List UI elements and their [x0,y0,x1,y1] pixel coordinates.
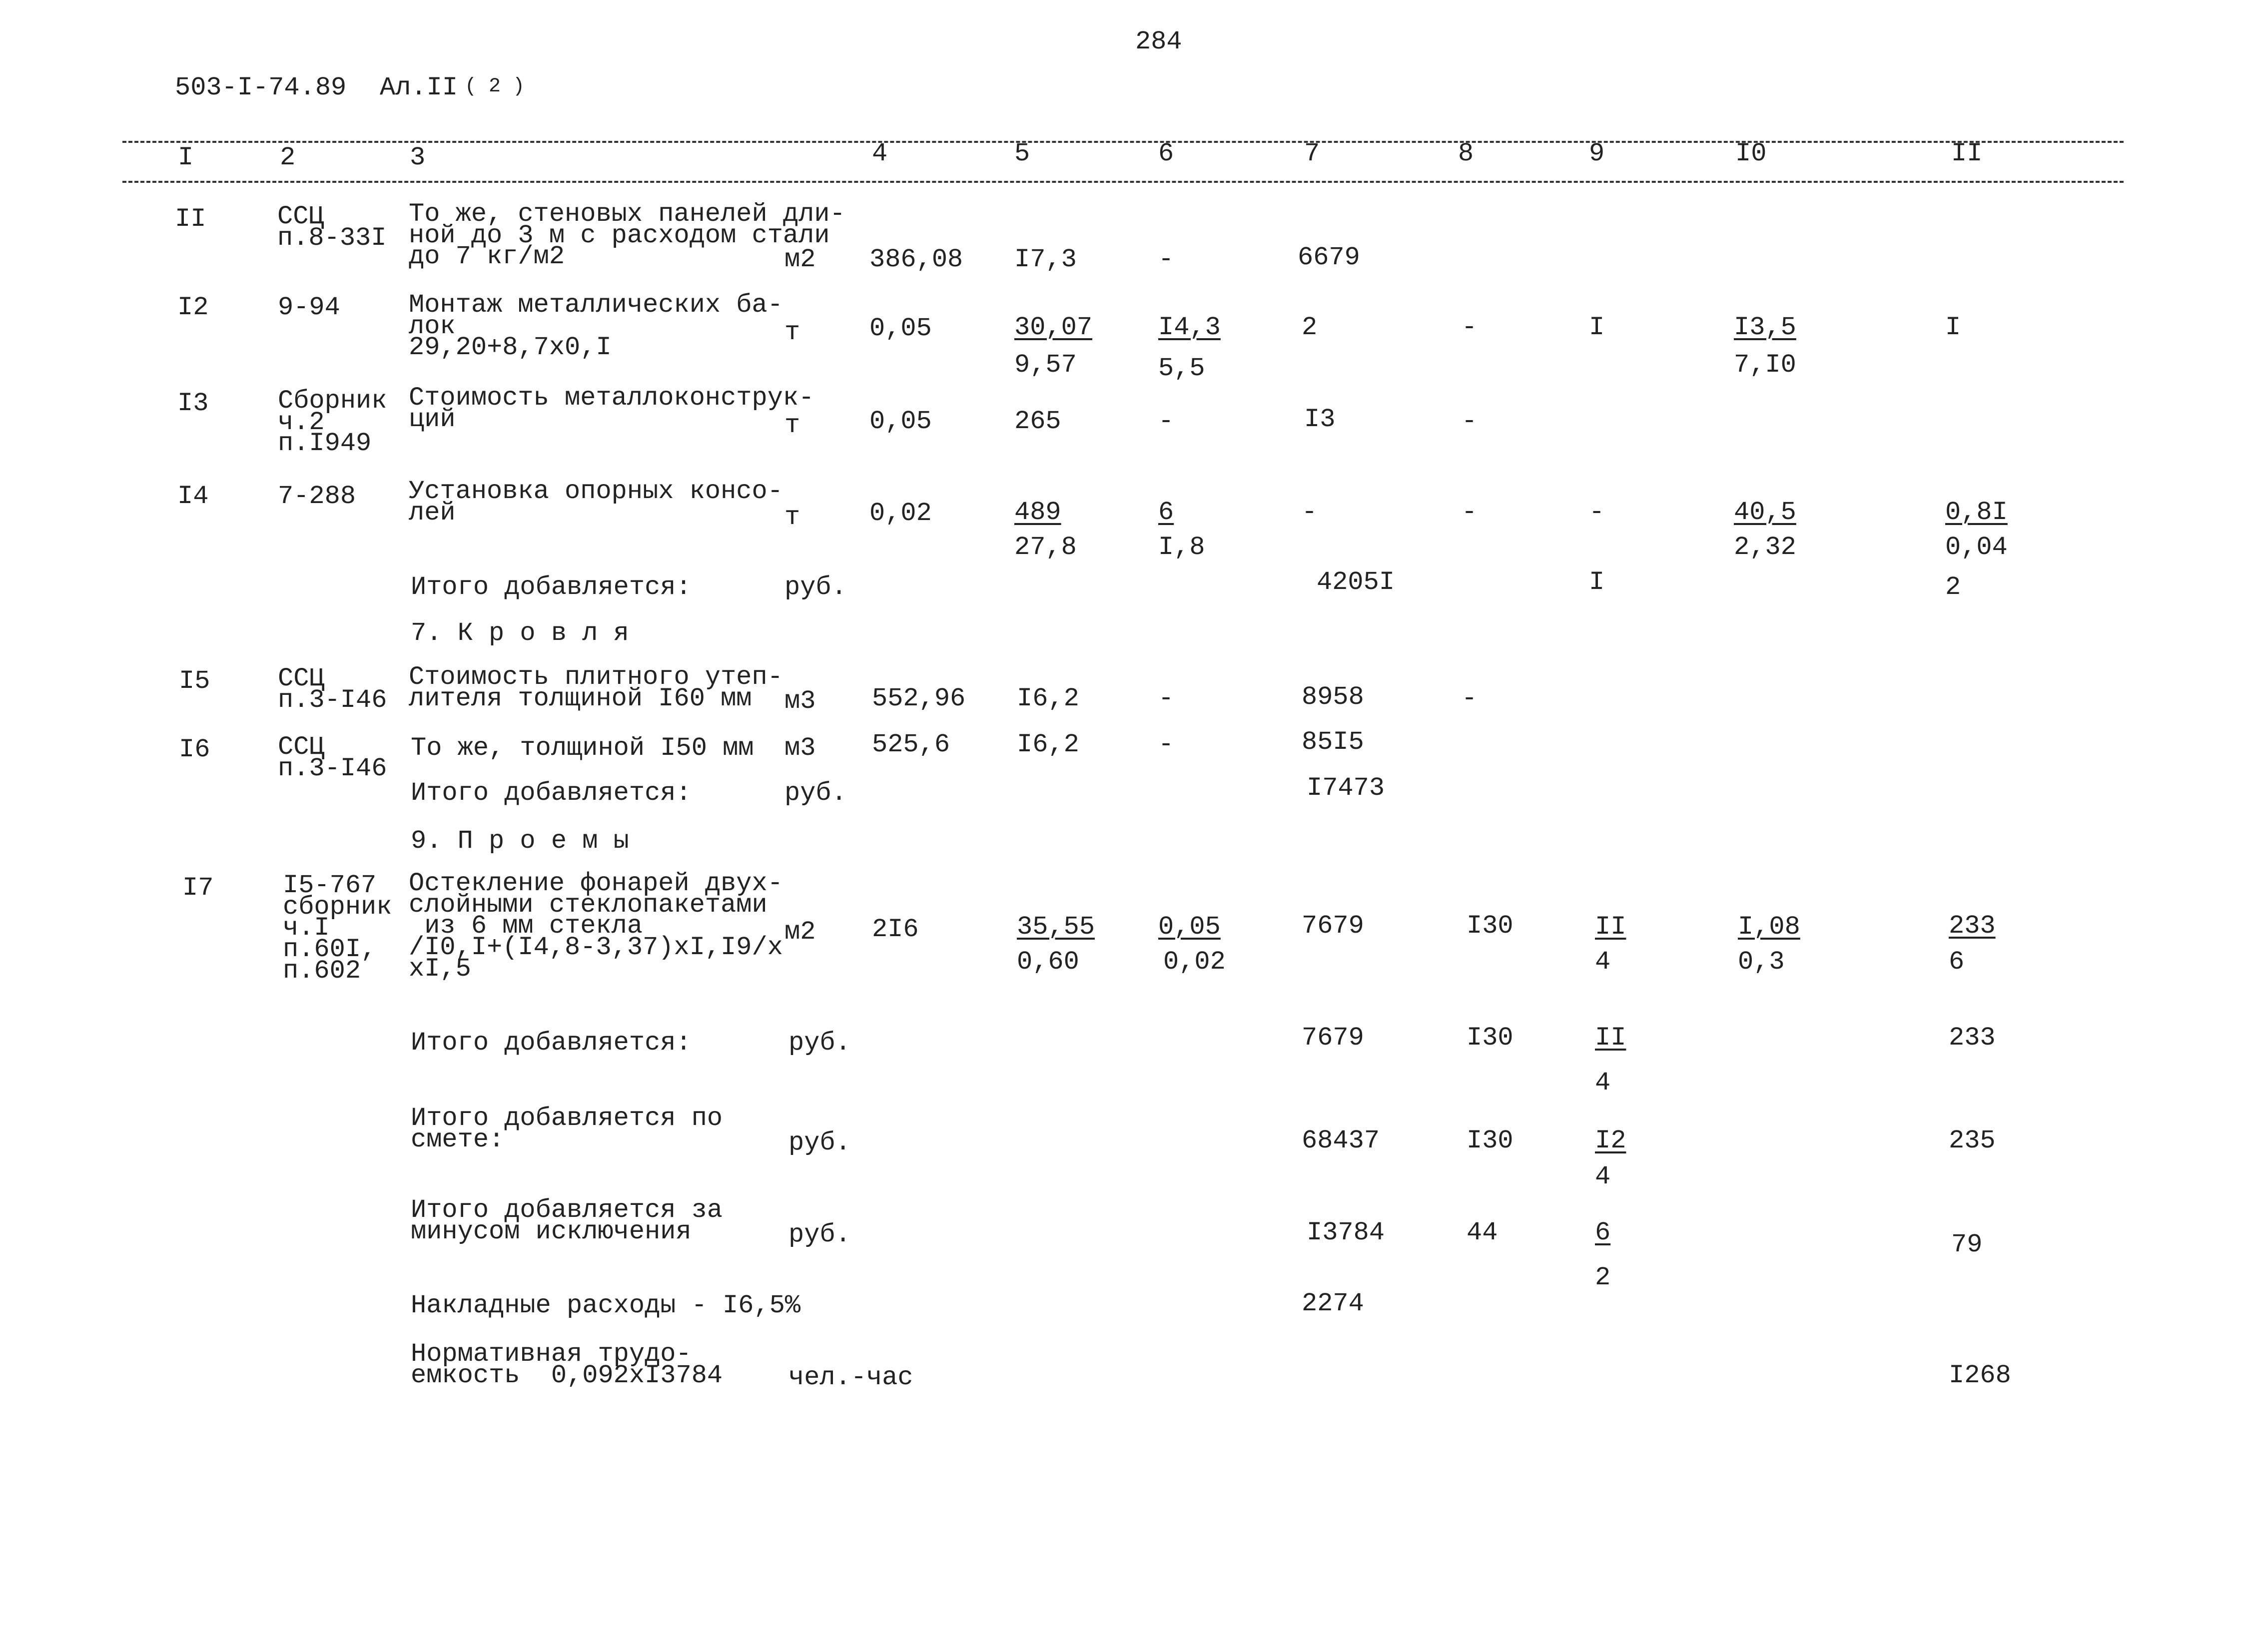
column-header-5: 5 [1014,139,1030,168]
row-17-col9-top: II [1595,912,1626,942]
net-total-col8: 44 [1467,1218,1498,1247]
row-17-code: I5-767 сборник ч.I п.60I, п.602 [283,871,392,986]
row-11-col5: I7,3 [1014,245,1077,274]
section-heading-roofing: 7. К р о в л я [411,618,629,648]
column-header-11: II [1951,139,1983,168]
net-total-unit: руб. [788,1220,851,1249]
row-16-quantity: 525,6 [872,730,950,759]
row-13-col7: I3 [1304,405,1336,434]
row-16-number: I6 [179,735,210,764]
column-header-4: 4 [872,139,888,168]
row-15-description: Стоимость плитного утеп- лителя толщиной I60 мм [409,662,783,713]
row-14-col5-top: 489 [1014,498,1061,527]
row-12-col10-bottom: 7,I0 [1734,350,1796,380]
row-12-col6-top: I4,3 [1158,313,1221,342]
row-11-number: II [175,204,206,234]
row-12-col11: I [1945,313,1961,342]
row-14-col10-bottom: 2,32 [1734,533,1796,562]
row-17-col6-top: 0,05 [1158,912,1221,942]
column-header-1: I [178,143,194,172]
row-11-col6: - [1158,245,1174,274]
subtotal-3-col9-bottom: 4 [1595,1068,1611,1098]
row-14-description: Установка опорных консо- лей [409,477,783,528]
subtotal-1-unit: руб. [784,572,847,602]
subtotal-1-col9: I [1589,567,1605,597]
row-13-quantity: 0,05 [869,407,932,436]
row-13-code: Сборник ч.2 п.I949 [278,386,387,459]
row-17-col5-top: 35,55 [1017,912,1095,942]
subtotal-1-col11: 2 [1945,572,1961,602]
net-total-col11: 79 [1951,1230,1983,1259]
row-17-col6-bottom: 0,02 [1163,947,1226,977]
row-15-col5: I6,2 [1017,684,1079,713]
row-14-col11-bottom: 0,04 [1945,533,2008,562]
row-14-col6-top: 6 [1158,498,1174,527]
row-17-col10-bottom: 0,3 [1738,947,1785,977]
row-16-col6: - [1158,730,1174,759]
subtotal-3-col11: 233 [1949,1023,1996,1053]
estimate-total-col8: I30 [1467,1126,1513,1155]
subtotal-3-col7: 7679 [1302,1023,1364,1053]
row-16-col7: 85I5 [1302,727,1364,757]
row-14-col7: - [1302,498,1318,527]
row-12-col5-top: 30,07 [1014,313,1093,342]
row-11-unit: м2 [784,245,816,274]
estimate-total-col9-top: I2 [1595,1126,1626,1155]
row-11-description: То же, стеновых панелей дли- ной до 3 м с расходом стали до 7 кг/м2 [409,199,845,272]
row-17-number: I7 [182,873,214,903]
column-header-10: I0 [1735,139,1767,168]
labor-intensity-unit: чел.-час [788,1363,913,1392]
column-header-6: 6 [1158,139,1174,168]
subtotal-1-label: Итого добавляется: [411,572,692,602]
column-header-2: 2 [280,143,296,172]
row-12-number: I2 [177,293,209,322]
column-header-7: 7 [1304,139,1320,168]
sheet-variant: ( 2 ) [465,75,525,98]
header-rule-bottom [122,181,2124,183]
row-14-number: I4 [177,482,209,511]
column-header-3: 3 [410,143,426,172]
row-15-number: I5 [179,666,210,696]
row-12-unit: т [784,318,800,347]
sheet-label: Ал.II [380,73,458,102]
row-14-col5-bottom: 27,8 [1014,533,1077,562]
overhead-col7: 2274 [1302,1289,1364,1318]
row-15-unit: м3 [784,686,816,716]
row-14-quantity: 0,02 [869,499,932,528]
subtotal-2-col7: I7473 [1307,773,1385,803]
subtotal-2-label: Итого добавляется: [411,778,692,808]
row-15-col7: 8958 [1302,682,1364,712]
row-15-code: ССЦ п.3-I46 [278,664,387,715]
subtotal-3-label: Итого добавляется: [411,1028,692,1058]
row-14-col9: - [1589,498,1605,527]
net-total-col9-bottom: 2 [1595,1263,1611,1292]
row-17-col11-bottom: 6 [1949,947,1965,977]
row-12-col9: I [1589,313,1605,342]
row-16-description: То же, толщиной I50 мм [411,733,754,763]
estimate-total-col7: 68437 [1302,1126,1380,1155]
subtotal-3-col9-top: II [1595,1023,1626,1053]
row-17-description: Остекление фонарей двух- слойными стеклопакетами из 6 мм стекла /I0,I+(I4,8-3,37)хI,I9/х хI,5 [409,869,783,984]
row-16-col5: I6,2 [1017,730,1079,759]
row-12-code: 9-94 [278,293,340,322]
row-11-code: ССЦ п.8-33I [277,202,387,253]
net-total-col7: I3784 [1307,1218,1385,1247]
column-header-9: 9 [1589,139,1605,168]
row-17-unit: м2 [784,917,816,947]
row-14-col11-top: 0,8I [1945,498,2008,527]
row-16-unit: м3 [784,733,816,763]
row-12-col5-bottom: 9,57 [1014,350,1077,380]
column-header-8: 8 [1458,139,1474,168]
labor-intensity-col11: I268 [1949,1361,2011,1390]
row-15-col8: - [1462,684,1478,713]
row-12-quantity: 0,05 [869,314,932,343]
row-15-col6: - [1158,684,1174,713]
row-12-col10-top: I3,5 [1734,313,1796,342]
estimate-total-col9-bottom: 4 [1595,1162,1611,1191]
row-11-quantity: 386,08 [869,245,963,274]
row-17-col7: 7679 [1302,911,1364,941]
estimate-total-label: Итого добавляется по смете: [411,1103,723,1154]
document-code: 503-I-74.89 [175,73,347,102]
row-17-col5-bottom: 0,60 [1017,947,1079,977]
page-number: 284 [1135,27,1182,56]
row-17-quantity: 2I6 [872,915,919,944]
row-15-quantity: 552,96 [872,684,966,713]
estimate-total-col11: 235 [1949,1126,1996,1155]
row-14-col6-bottom: I,8 [1158,533,1205,562]
row-13-description: Стоимость металлоконструк- ций [409,383,814,434]
section-heading-openings: 9. П р о е м ы [411,826,629,856]
row-11-col7: 6679 [1298,243,1360,272]
row-13-col6: - [1158,407,1174,436]
net-total-label: Итого добавляется за минусом исключения [411,1195,723,1246]
row-13-unit: т [784,411,800,440]
row-14-unit: т [784,503,800,532]
subtotal-2-unit: руб. [784,778,847,808]
estimate-total-unit: руб. [788,1128,851,1157]
row-12-col6-bottom: 5,5 [1158,354,1205,383]
subtotal-3-unit: руб. [788,1028,851,1058]
overhead-label: Накладные расходы - I6,5% [411,1291,801,1320]
row-14-col8: - [1462,498,1478,527]
labor-intensity-label: Нормативная трудо- емкость 0,092хI3784 [411,1339,723,1390]
row-16-code: ССЦ п.3-I46 [278,732,387,783]
row-17-col11-top: 233 [1949,911,1996,941]
row-17-col9-bottom: 4 [1595,947,1611,977]
row-12-description: Монтаж металлических ба- лок 29,20+8,7х0,I [409,290,783,363]
row-17-col8: I30 [1467,911,1513,941]
row-13-number: I3 [177,389,209,418]
row-12-col8: - [1462,313,1478,342]
row-14-col10-top: 40,5 [1734,498,1796,527]
row-12-col7: 2 [1302,313,1318,342]
subtotal-1-col7: 4205I [1317,567,1395,597]
row-13-col5: 265 [1014,407,1061,436]
net-total-col9-top: 6 [1595,1218,1611,1247]
row-13-col8: - [1462,407,1478,436]
row-14-code: 7-288 [278,482,356,511]
row-17-col10-top: I,08 [1738,912,1800,942]
subtotal-3-col8: I30 [1467,1023,1513,1053]
